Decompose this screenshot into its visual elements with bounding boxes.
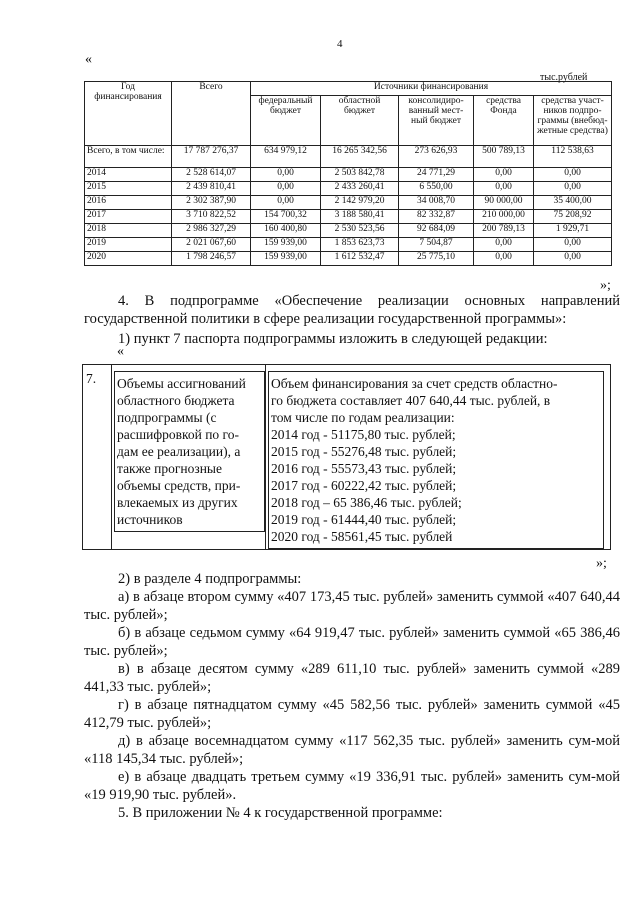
- passport-table: [82, 364, 611, 550]
- cell-fund: 90 000,00: [474, 196, 534, 210]
- cell-local: 273 626,93: [399, 146, 474, 168]
- subitem-g: г) в абзаце пятнадцатом сумму «45 582,56 тыс. рублей» заменить суммой «45 412,79 тыс. рублей»;: [84, 697, 620, 731]
- cell-total: 2 986 327,29: [172, 224, 251, 238]
- table-row: [85, 196, 612, 210]
- passport-right-line: том числе по годам реализации:: [271, 410, 455, 425]
- cell-total: 17 787 276,37: [172, 146, 251, 168]
- cell-fund: 210 000,00: [474, 210, 534, 224]
- cell-local: 82 332,87: [399, 210, 474, 224]
- passport-left-line: дам ее реализации), а: [117, 444, 241, 459]
- cell-participants: 75 208,92: [534, 210, 612, 224]
- passport-left-line: расшифровкой по го-: [117, 427, 239, 442]
- subitem-v: в) в абзаце десятом сумму «289 611,10 тыс. рублей» заменить суммой «289 441,33 тыс. рублей»;: [84, 661, 620, 695]
- subitem-a: а) в абзаце втором сумму «407 173,45 тыс. рублей» заменить суммой «407 640,44 тыс. рублей»;: [84, 589, 620, 623]
- cell-total: 2 528 614,07: [172, 168, 251, 182]
- header-sources: Источники финансирования: [251, 82, 612, 96]
- passport-right-line: 2017 год - 60222,42 тыс. рублей;: [271, 478, 457, 493]
- passport-right-line: 2019 год - 61444,40 тыс. рублей;: [271, 512, 457, 527]
- cell-fund: 0,00: [474, 238, 534, 252]
- passport-left-line: источников: [117, 512, 183, 527]
- cell-regional: 1 853 623,73: [321, 238, 399, 252]
- passport-right-line: 2014 год - 51175,80 тыс. рублей;: [271, 427, 456, 442]
- cell-participants: 112 538,63: [534, 146, 612, 168]
- cell-total: 3 710 822,52: [172, 210, 251, 224]
- cell-regional: 3 188 580,41: [321, 210, 399, 224]
- cell-federal: 159 939,00: [251, 252, 321, 266]
- cell-federal: 160 400,80: [251, 224, 321, 238]
- item-1-opening-quote: «: [117, 344, 124, 359]
- cell-year: 2020: [85, 252, 172, 266]
- page-number: 4: [337, 38, 343, 50]
- passport-right-line: 2018 год – 65 386,46 тыс. рублей;: [271, 495, 462, 510]
- cell-regional: 16 265 342,56: [321, 146, 399, 168]
- passport-left-line: Объемы ассигнований: [117, 376, 246, 391]
- cell-local: 25 775,10: [399, 252, 474, 266]
- cell-local: 6 550,00: [399, 182, 474, 196]
- header-fund: средства Фонда: [474, 96, 534, 146]
- cell-total: 2 021 067,60: [172, 238, 251, 252]
- opening-quote: «: [85, 52, 92, 67]
- cell-year: 2018: [85, 224, 172, 238]
- passport-right-box: [268, 371, 604, 549]
- cell-federal: 0,00: [251, 168, 321, 182]
- table-row: [85, 238, 612, 252]
- cell-regional: 2 433 260,41: [321, 182, 399, 196]
- financing-table: [84, 81, 612, 266]
- cell-participants: 0,00: [534, 238, 612, 252]
- subitem-d: д) в абзаце восемнадцатом сумму «117 562,35 тыс. рублей» заменить сум-мой «118 145,34 тыс. рублей»;: [84, 733, 620, 767]
- cell-local: 7 504,87: [399, 238, 474, 252]
- cell-participants: 0,00: [534, 168, 612, 182]
- passport-left-line: также прогнозные: [117, 461, 222, 476]
- table-row: [85, 146, 612, 168]
- header-regional: областной бюджет: [321, 96, 399, 146]
- table-row: [85, 210, 612, 224]
- header-year: Год финансирования: [85, 82, 172, 146]
- cell-regional: 1 612 532,47: [321, 252, 399, 266]
- cell-total: 2 302 387,90: [172, 196, 251, 210]
- header-local: консолидиро-ванный мест-ный бюджет: [399, 96, 474, 146]
- header-total: Всего: [172, 82, 251, 146]
- cell-regional: 2 503 842,78: [321, 168, 399, 182]
- cell-federal: 634 979,12: [251, 146, 321, 168]
- cell-regional: 2 142 979,20: [321, 196, 399, 210]
- cell-participants: 0,00: [534, 252, 612, 266]
- cell-year: 2014: [85, 168, 172, 182]
- passport-right-line: 2016 год - 55573,43 тыс. рублей;: [271, 461, 457, 476]
- cell-local: 34 008,70: [399, 196, 474, 210]
- cell-fund: 0,00: [474, 252, 534, 266]
- cell-fund: 500 789,13: [474, 146, 534, 168]
- passport-left-line: влекаемых из других: [117, 495, 238, 510]
- cell-participants: 35 400,00: [534, 196, 612, 210]
- subitem-b: б) в абзаце седьмом сумму «64 919,47 тыс. рублей» заменить суммой «65 386,46 тыс. рублей»;: [84, 625, 620, 659]
- cell-year: 2019: [85, 238, 172, 252]
- cell-total: 1 798 246,57: [172, 252, 251, 266]
- passport-left-line: объемы средств, при-: [117, 478, 241, 493]
- passport-left-box: [114, 371, 265, 532]
- passport-right-line: 2020 год - 58561,45 тыс. рублей: [271, 529, 453, 544]
- passport-closing-quote: »;: [596, 556, 607, 571]
- table-row: [85, 168, 612, 182]
- table-row: [85, 182, 612, 196]
- cell-regional: 2 530 523,56: [321, 224, 399, 238]
- header-participants: средства участ-ников подпро-граммы (внебюд-жетные средства): [534, 96, 612, 146]
- passport-right-line: го бюджета составляет 407 640,44 тыс. рублей, в: [271, 393, 551, 408]
- cell-participants: 1 929,71: [534, 224, 612, 238]
- item-1-paragraph: 1) пункт 7 паспорта подпрограммы изложить в следующей редакции:: [118, 331, 548, 347]
- header-federal: федеральный бюджет: [251, 96, 321, 146]
- cell-participants: 0,00: [534, 182, 612, 196]
- passport-left-line: подпрограммы (с: [117, 410, 217, 425]
- cell-federal: 159 939,00: [251, 238, 321, 252]
- passport-number: 7.: [83, 365, 112, 550]
- cell-fund: 200 789,13: [474, 224, 534, 238]
- cell-fund: 0,00: [474, 168, 534, 182]
- cell-federal: 0,00: [251, 196, 321, 210]
- table-closing-quote: »;: [600, 278, 611, 293]
- cell-federal: 154 700,32: [251, 210, 321, 224]
- cell-year: 2016: [85, 196, 172, 210]
- section-5-paragraph: 5. В приложении № 4 к государственной программе:: [118, 805, 443, 821]
- subitem-e: е) в абзаце двадцать третьем сумму «19 336,91 тыс. рублей» заменить сум-мой «19 919,90 тыс. рублей».: [84, 769, 620, 803]
- cell-year: 2017: [85, 210, 172, 224]
- cell-year: 2015: [85, 182, 172, 196]
- item-2-paragraph: 2) в разделе 4 подпрограммы:: [118, 571, 302, 587]
- units-label: тыс.рублей: [540, 72, 588, 83]
- cell-year: Всего, в том числе:: [85, 146, 172, 168]
- passport-right-line: 2015 год - 55276,48 тыс. рублей;: [271, 444, 457, 459]
- cell-total: 2 439 810,41: [172, 182, 251, 196]
- cell-federal: 0,00: [251, 182, 321, 196]
- passport-left-line: областного бюджета: [117, 393, 235, 408]
- cell-fund: 0,00: [474, 182, 534, 196]
- table-row: [85, 252, 612, 266]
- passport-right-line: Объем финансирования за счет средств областно-: [271, 376, 558, 391]
- table-row: [85, 224, 612, 238]
- section-4-paragraph: 4. В подпрограмме «Обеспечение реализации основных направлений государственной политики в сфере реализации государственной программы»:: [84, 293, 620, 327]
- cell-local: 24 771,29: [399, 168, 474, 182]
- cell-local: 92 684,09: [399, 224, 474, 238]
